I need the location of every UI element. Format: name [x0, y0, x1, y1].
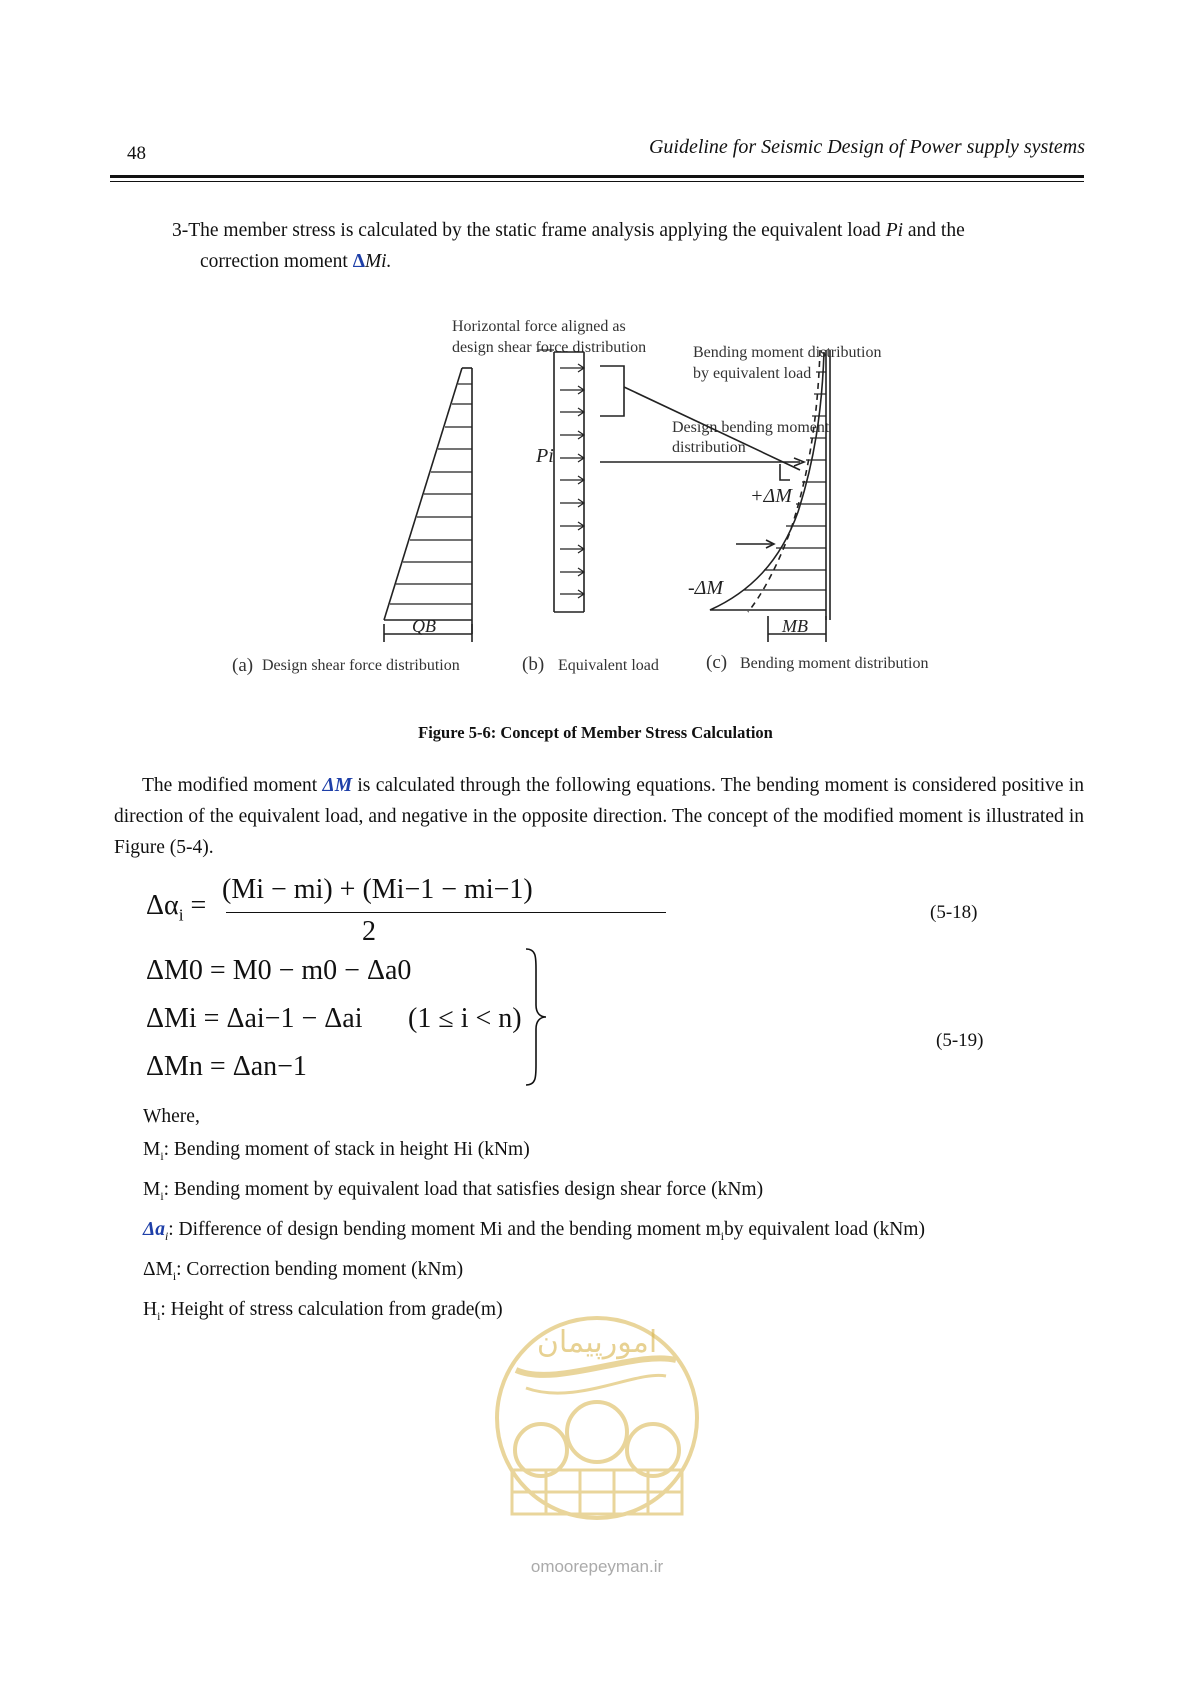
def-sub: i [160, 1189, 164, 1203]
watermark-site: omoorepeyman.ir [530, 1557, 664, 1576]
page-number: 48 [127, 143, 146, 164]
sub-a-text: Design shear force distribution [262, 657, 460, 674]
delta-glyph: Δ [352, 251, 365, 272]
sub-c-letter: (c) [706, 652, 728, 673]
def-symbol: M [143, 1178, 161, 1200]
definition-row [143, 1253, 925, 1293]
pi-symbol: Pi [885, 220, 904, 241]
annot-design-bending-l2: distribution [672, 439, 746, 456]
definition-row [143, 1173, 925, 1213]
watermark-logo-text: امورپیمان [536, 1325, 658, 1360]
eq18-fraction-bar [226, 912, 666, 913]
running-title: Guideline for Seismic Design of Power supply systems [648, 136, 1085, 158]
def-text: : Bending moment of stack in height Hi (kNm) [163, 1139, 530, 1160]
step-3-line1-end: and the [903, 220, 965, 241]
eq18-lhs: Δα [146, 890, 179, 921]
eq18-numerator: (Mi − mi) + (Mi−1 − mi−1) [222, 874, 533, 905]
paragraph-rest: is calculated through the following equations. The bending moment is considered positive in direction of the equivalent load, and negative in the opposite direction. The concept of the modified moment is illustrated in Figure (5-4). [114, 775, 1084, 858]
member-stress-figure [220, 312, 980, 682]
label-qb: QB [412, 616, 436, 636]
annot-design-bending-l1: Design bending moment [672, 419, 830, 436]
eq19-line3: ΔMn = Δan−1 [146, 1051, 307, 1082]
equation-5-18-number: (5-18) [930, 902, 978, 923]
delta-m-symbol: ΔM [322, 775, 353, 796]
def-tail-sub: i [720, 1229, 725, 1243]
eq18-lhs-sub: i [178, 905, 184, 925]
figure-caption: Figure 5-6: Concept of Member Stress Calculation [418, 723, 773, 742]
equation-5-19-number: (5-19) [936, 1030, 984, 1051]
label-minus-delta-m: -ΔM [688, 577, 724, 599]
eq19-line2: ΔMi = Δai−1 − Δai [146, 1003, 363, 1034]
annot-bending-equiv-l1: Bending moment distribution [693, 344, 882, 361]
equation-5-18: $\Delta\alpha_i$ = (Mi − mi) + (Mi−1 − mi−1) 2 [146, 880, 566, 950]
eq19-brace [524, 947, 548, 1087]
step-3-line1: 3-The member stress is calculated by the static frame analysis applying the equivalent load [172, 220, 886, 241]
def-text: : Difference of design bending moment Mi and the bending moment m [168, 1218, 721, 1240]
def-symbol: Δa [143, 1218, 165, 1240]
label-pi: Pi [536, 445, 554, 467]
def-text: : Correction bending moment (kNm) [176, 1258, 464, 1280]
definitions-list [143, 1100, 925, 1332]
sub-a-letter: (a) [232, 655, 254, 676]
header-rule-thin [110, 181, 1084, 182]
watermark-logo [486, 1310, 708, 1590]
def-text: : Height of stress calculation from grade(m) [160, 1298, 503, 1320]
def-sub: i [172, 1269, 177, 1283]
def-symbol: M [143, 1139, 161, 1160]
def-symbol: H [143, 1298, 158, 1320]
def-sub: i [164, 1229, 169, 1243]
panel-b-equivalent-load [538, 350, 584, 612]
def-sub: i [157, 1309, 161, 1323]
definition-row [143, 1133, 925, 1173]
eq19-line1: ΔM0 = M0 − m0 − Δa0 [146, 955, 412, 986]
step-3-text [172, 215, 1084, 277]
mi-symbol: Mi. [364, 251, 392, 272]
body-paragraph [114, 770, 1084, 863]
def-sub: i [160, 1149, 164, 1163]
def-tail: by equivalent load (kNm) [724, 1218, 925, 1240]
eq19-condition: (1 ≤ i < n) [408, 1003, 522, 1034]
label-plus-delta-m: +ΔM [750, 485, 792, 507]
equation-5-19 [146, 955, 546, 1095]
annot-bending-equiv-l2: by equivalent load [693, 365, 812, 382]
def-symbol: ΔM [143, 1258, 173, 1280]
sub-b-text: Equivalent load [558, 657, 659, 674]
def-text: : Bending moment by equivalent load that satisfies design shear force (kNm) [163, 1178, 764, 1200]
eq18-denominator: 2 [362, 916, 376, 947]
panel-a-shear-diagram [384, 368, 472, 642]
header-rule-thick [110, 175, 1084, 178]
where-label: Where, [143, 1106, 200, 1127]
sub-b-letter: (b) [522, 654, 545, 675]
annot-horizontal-force-l2: design shear force distribution [452, 339, 647, 356]
paragraph-start: The modified moment [142, 775, 323, 796]
label-mb: MB [782, 616, 808, 636]
sub-c-text: Bending moment distribution [740, 655, 929, 672]
definition-row [143, 1213, 925, 1253]
step-3-line2: correction moment [200, 251, 353, 272]
annot-horizontal-force-l1: Horizontal force aligned as [452, 318, 626, 335]
